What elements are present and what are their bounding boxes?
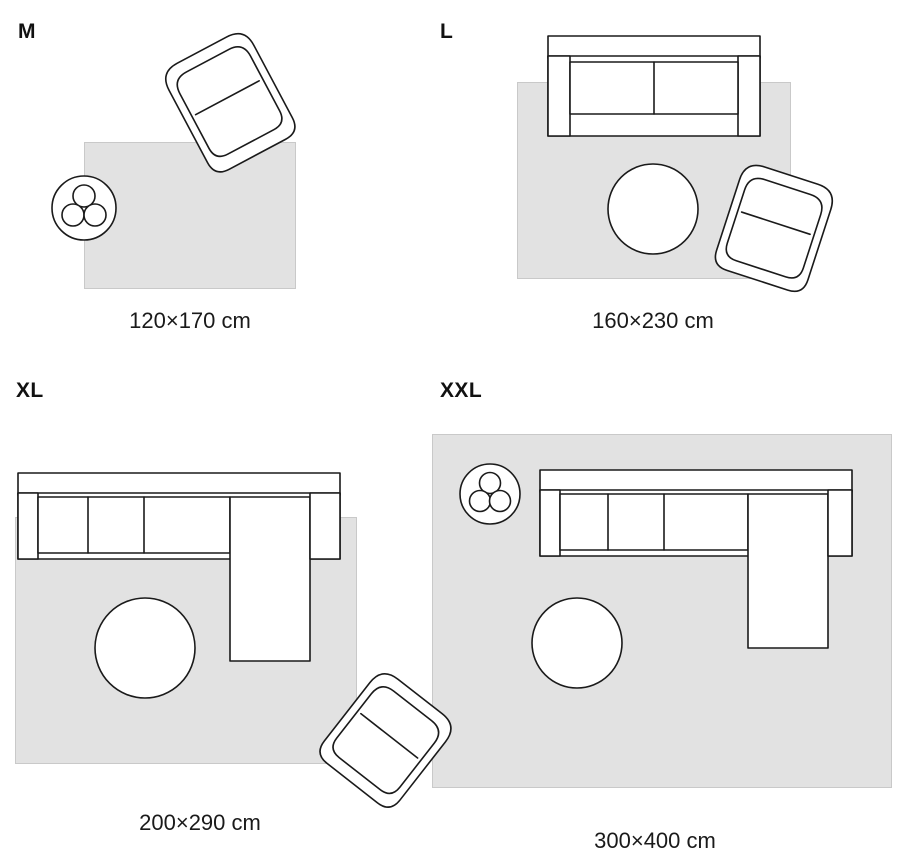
size-label-xxl: XXL xyxy=(440,379,483,402)
dimension-label-l: 160×230 cm xyxy=(592,308,714,333)
armchair-l xyxy=(712,161,837,295)
round-coffee-table-xxl xyxy=(532,598,622,688)
size-label-xl: XL xyxy=(16,379,44,402)
dimension-label-xl: 200×290 cm xyxy=(139,810,261,835)
furniture-layer-m xyxy=(0,0,440,360)
furniture-layer-xxl xyxy=(430,370,920,860)
round-coffee-table-l xyxy=(608,164,698,254)
side-table-clover-m xyxy=(52,176,116,240)
dimension-label-xxl: 300×400 cm xyxy=(594,828,716,853)
side-table-clover-xxl xyxy=(460,464,520,524)
panel-m xyxy=(0,0,440,360)
panel-l xyxy=(430,0,920,360)
armchair-m xyxy=(160,28,300,177)
size-label-l: L xyxy=(440,20,454,43)
round-coffee-table-xl-main xyxy=(95,598,195,698)
size-label-m: M xyxy=(18,20,36,43)
dimension-label-m: 120×170 cm xyxy=(129,308,251,333)
panel-xxl xyxy=(430,370,920,860)
furniture-layer-l xyxy=(430,0,920,360)
sofa-l xyxy=(548,36,760,136)
